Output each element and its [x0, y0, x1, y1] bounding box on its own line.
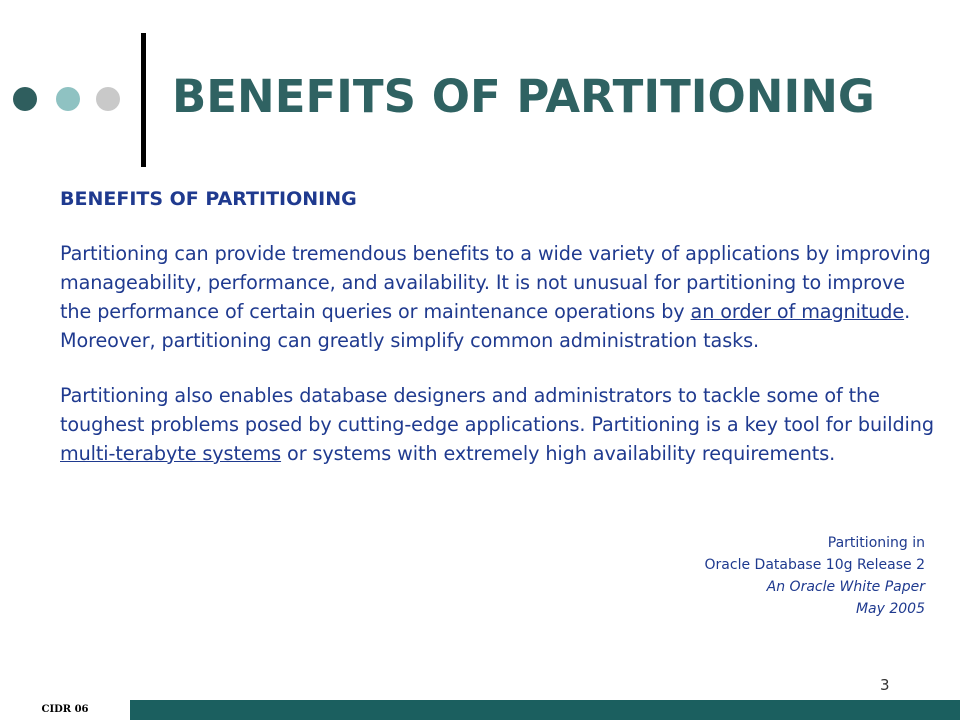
citation — [705, 532, 925, 620]
decor-dot-light — [56, 87, 80, 111]
paragraph-2-text-a: Partitioning also enables database designers and administrators to tackle some of the toughest problems posed by cutting-edge applications. Partitioning is a key tool for building — [60, 384, 934, 436]
order-of-magnitude-link[interactable]: an order of magnitude — [690, 300, 905, 323]
footer-label: CIDR 06 — [0, 700, 130, 720]
decor-dot-gray — [96, 87, 120, 111]
page-number: 3 — [880, 676, 890, 694]
content-heading: BENEFITS OF PARTITIONING — [60, 188, 357, 210]
paragraph-1-text-b: . Moreover, partitioning can greatly simplify common administration tasks. — [60, 300, 911, 352]
slide-content — [60, 185, 935, 494]
paragraph-1 — [60, 239, 935, 355]
slide-title: BENEFITS OF PARTITIONING — [172, 70, 875, 123]
paragraph-2-text-b: or systems with extremely high availability requirements. — [281, 442, 836, 465]
title-divider — [141, 33, 146, 167]
citation-line-1: Partitioning in — [827, 535, 925, 551]
footer-bar — [0, 700, 960, 720]
paragraph-1-text-a: Partitioning can provide tremendous benefits to a wide variety of applications by improving manageability, performance, and availability. It is not unusual for partitioning to improve the performance of certain queries or maintenance operations by — [60, 242, 931, 323]
citation-line-2: Oracle Database 10g Release 2 — [704, 557, 925, 573]
decor-dot-dark — [13, 87, 37, 111]
multi-terabyte-link[interactable]: multi-terabyte systems — [60, 442, 282, 465]
citation-line-4: May 2005 — [855, 601, 925, 617]
citation-line-3: An Oracle White Paper — [766, 579, 925, 595]
paragraph-2 — [60, 381, 935, 468]
